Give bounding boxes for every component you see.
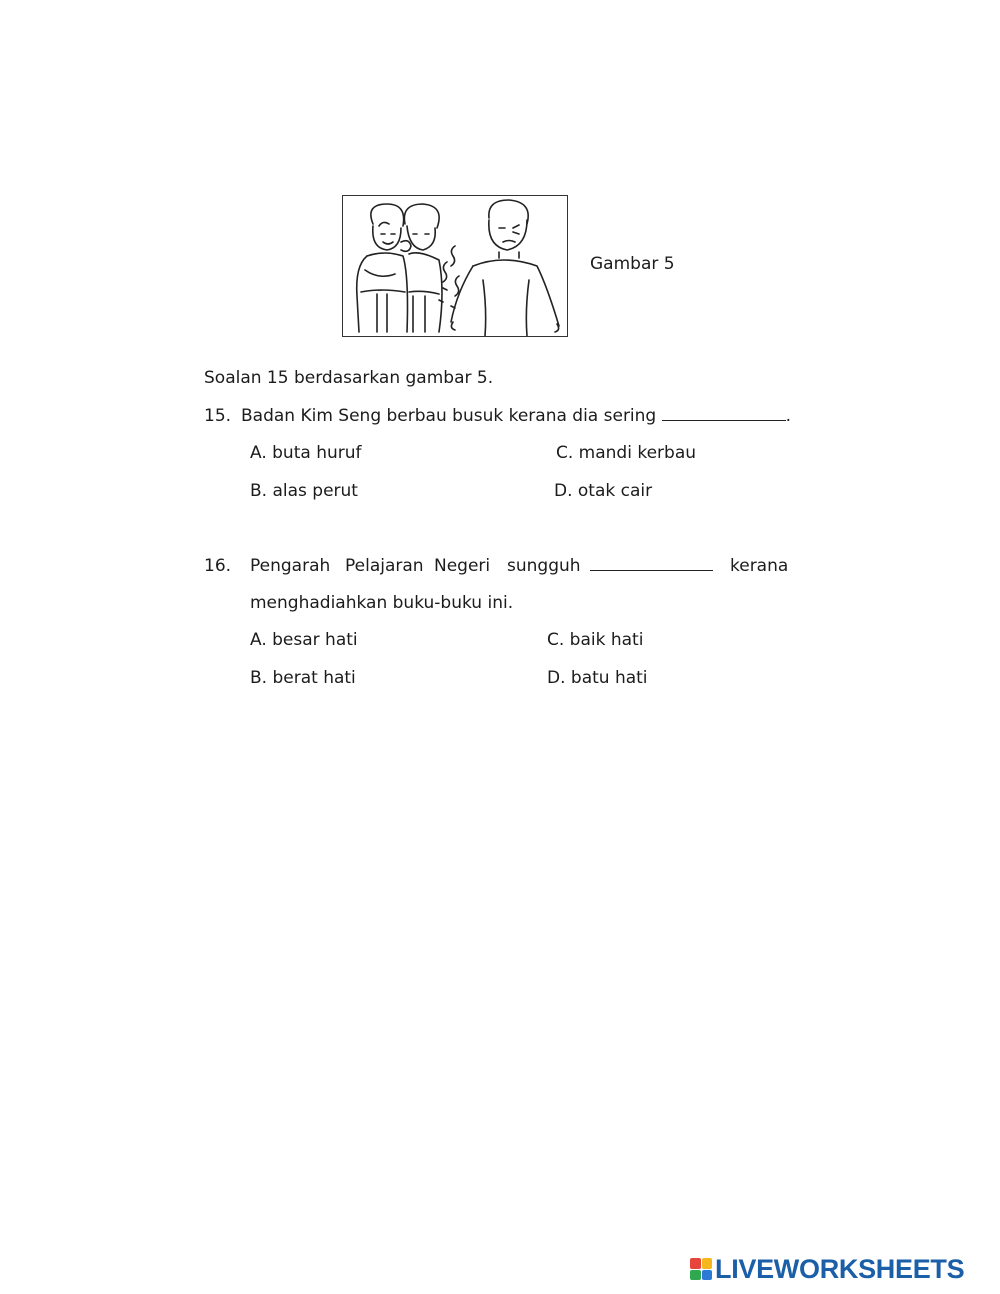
q15-answer-blank[interactable]	[662, 406, 786, 421]
logo-square-3	[690, 1270, 701, 1281]
q15-question: Badan Kim Seng berbau busuk kerana dia sering	[241, 406, 657, 426]
logo-square-1	[690, 1258, 701, 1269]
q16-option-a[interactable]: A. besar hati	[250, 630, 358, 650]
q16-option-c[interactable]: C. baik hati	[547, 630, 644, 650]
liveworksheets-logo	[690, 1254, 964, 1284]
q15-option-a[interactable]: A. buta huruf	[250, 443, 362, 463]
figure-image	[342, 195, 568, 337]
q16-line2: menghadiahkan buku-buku ini.	[250, 593, 514, 613]
children-illustration	[343, 196, 567, 336]
q16-word-3: Negeri	[434, 556, 491, 576]
logo-square-2	[702, 1258, 713, 1269]
q16-word-2: Pelajaran	[345, 556, 424, 576]
logo-text: LIVEWORKSHEETS	[715, 1254, 965, 1284]
q15-option-d[interactable]: D. otak cair	[554, 481, 653, 501]
q16-option-b[interactable]: B. berat hati	[250, 668, 356, 688]
q15-option-b[interactable]: B. alas perut	[250, 481, 358, 501]
q16-word-after: kerana	[730, 556, 789, 576]
q16-option-d[interactable]: D. batu hati	[547, 668, 648, 688]
q15-text	[241, 405, 791, 427]
logo-square-4	[702, 1270, 713, 1281]
q15-period: .	[785, 406, 792, 426]
q16-answer-blank[interactable]	[590, 556, 713, 575]
logo-mark-icon	[690, 1258, 712, 1280]
q16-word-1: Pengarah	[250, 556, 331, 576]
q16-number: 16.	[204, 556, 232, 576]
q16-blank-line[interactable]	[590, 556, 713, 571]
q16-word-4: sungguh	[507, 556, 581, 576]
q15-option-c[interactable]: C. mandi kerbau	[556, 443, 697, 463]
figure-caption: Gambar 5	[590, 254, 675, 274]
q15-number: 15.	[204, 406, 232, 426]
question-intro: Soalan 15 berdasarkan gambar 5.	[204, 368, 494, 388]
